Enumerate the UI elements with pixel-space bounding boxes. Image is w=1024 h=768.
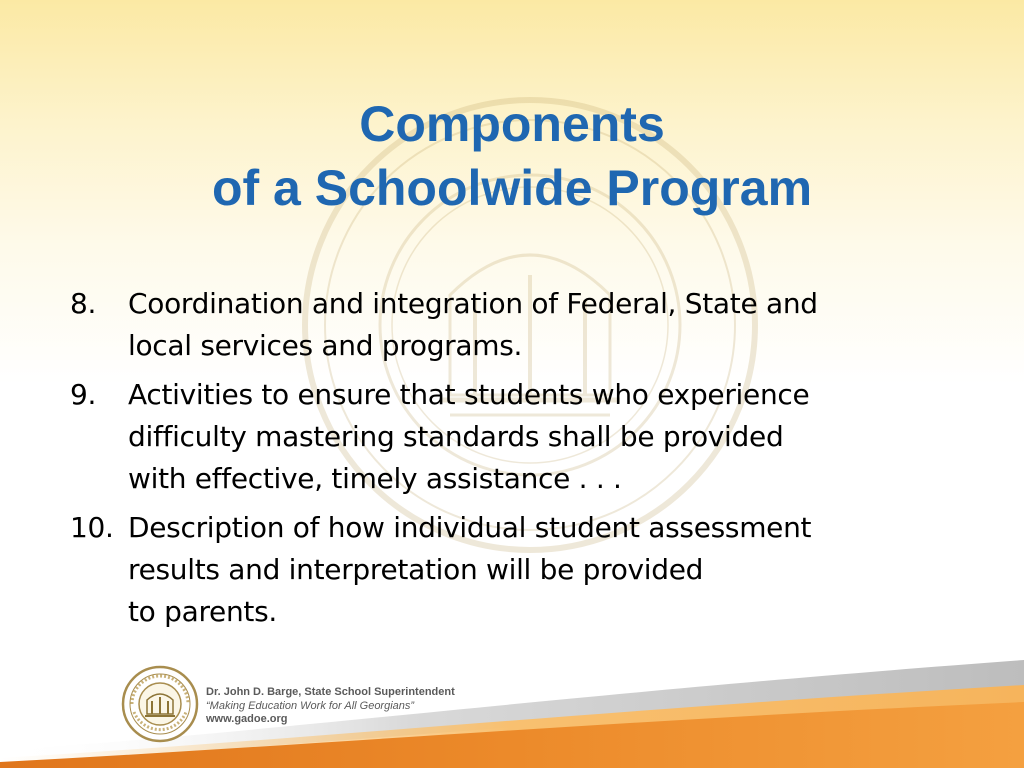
item-text-line: Description of how individual student assessment — [128, 511, 812, 544]
seal-icon — [120, 664, 200, 744]
list-item-9 — [70, 374, 940, 500]
title-line-1: Components — [359, 96, 665, 152]
component-list — [70, 283, 940, 640]
footer-text — [206, 686, 455, 727]
superintendent-name: Dr. John D. Barge, State School Superintendent — [206, 686, 455, 698]
item-text-line: with effective, timely assistance . . . — [128, 462, 622, 495]
item-text — [128, 507, 940, 633]
item-text — [128, 283, 940, 367]
item-text-line: to parents. — [128, 595, 277, 628]
item-text-line: results and interpretation will be provided — [128, 553, 704, 586]
list-item-10 — [70, 507, 940, 633]
item-text-line: local services and programs. — [128, 329, 523, 362]
item-number: 10. — [70, 511, 114, 544]
item-text-line: Activities to ensure that students who experience — [128, 378, 810, 411]
item-text — [128, 374, 940, 500]
item-text-line: Coordination and integration of Federal, State and — [128, 287, 818, 320]
item-number: 9. — [70, 378, 97, 411]
title-line-2: of a Schoolwide Program — [211, 160, 813, 216]
footer-url[interactable]: www.gadoe.org — [206, 713, 288, 725]
item-text-line: difficulty mastering standards shall be provided — [128, 420, 784, 453]
list-item-8 — [70, 283, 940, 367]
slide-title — [0, 92, 1024, 220]
footer-motto: “Making Education Work for All Georgians” — [206, 699, 415, 712]
item-number: 8. — [70, 287, 97, 320]
